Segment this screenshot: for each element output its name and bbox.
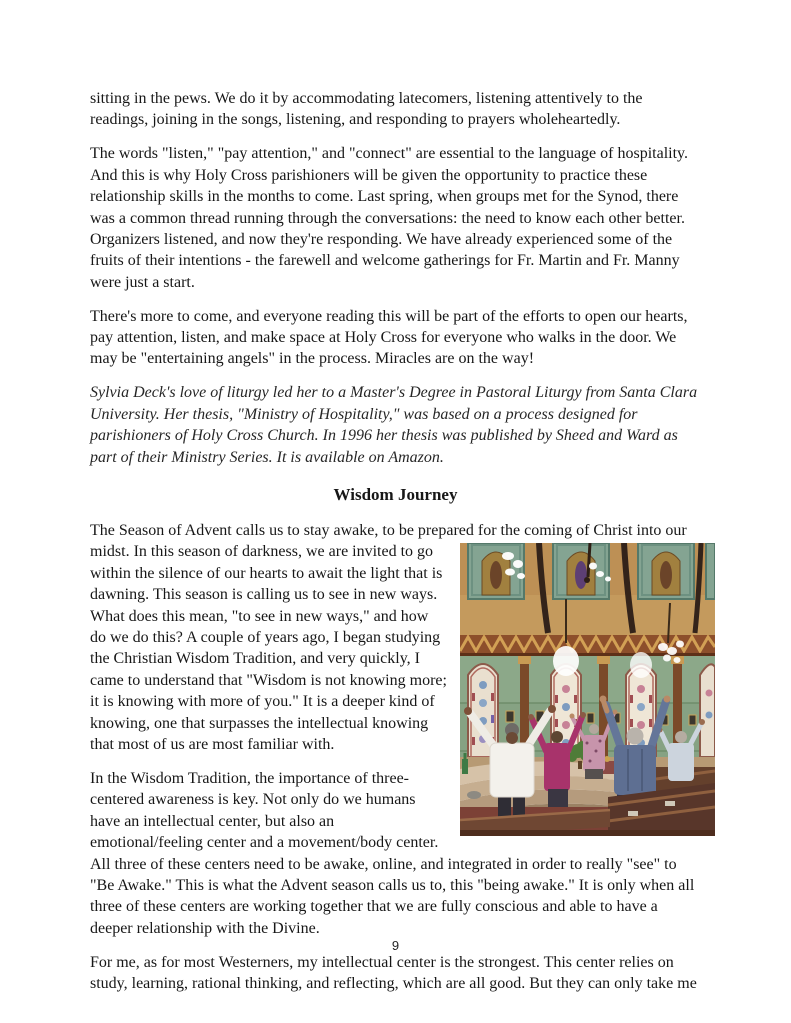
section-heading-wisdom-journey: Wisdom Journey: [333, 485, 458, 504]
paragraph-for-me: For me, as for most Westerners, my intellectual center is the strongest. This center relies on study, learning, rational thinking, and reflecting, which are all good. But they can only take me: [90, 953, 697, 993]
wisdom-journey-photo: [460, 543, 715, 836]
paragraph-wisdom-tradition: In the Wisdom Tradition, the importance of three-centered awareness is key. Not only do we humans have an intellectual center, but also an emotional/feeling center and a movement/body center. All three of these centers need to be awake, online, and integrated in order to really "see" to "Be Awake." This is what the Advent season calls us to, this "being awake." It is only when all three of these centers are working together that we are fully conscious and able to have a deeper relationship with the Divine.: [90, 769, 695, 937]
paragraph-advent: [90, 520, 701, 755]
paragraph-pews: sitting in the pews. We do it by accommodating latecomers, listening attentively to the readings, joining in the songs, listening, and responding to prayers wholeheartedly.: [90, 90, 643, 129]
page-number: 9: [391, 938, 400, 953]
advent-line-1: The Season of Advent calls us to stay awake, to be prepared for the coming of Christ into our: [90, 522, 687, 539]
paragraph-more: There's more to come, and everyone reading this will be part of the efforts to open our hearts, pay attention, listen, and make space at Holy Cross for everyone who walks in the door. We may be "entertaining angels" in the process. Miracles are on the way!: [90, 307, 688, 368]
advent-continuation: midst. In this season of darkness, we are invited to go within the silence of our hearts to await the light that is dawning. This season is calling us to see in new ways. What does this mean, "to see in new ways," and how do we do this? A couple of years ago, I began studying the Christian Wisdom Tradition, and very quickly, I came to understand that "Wisdom is not knowing more; it is knowing with more of you." It is a deeper kind of knowing, one that surpasses the intellectual knowing that most of us are most familiar with.: [90, 543, 447, 754]
paragraph-author-bio: Sylvia Deck's love of liturgy led her to a Master's Degree in Pastoral Liturgy from Santa Clara University. Her thesis, "Ministry of Hospitality," was based on a process designed for parishioners of Holy Cross Church. In 1996 her thesis was published by Sheed and Ward as part of their Ministry Series. It is available on Amazon.: [90, 384, 698, 466]
paragraph-words: The words "listen," "pay attention," and "connect" are essential to the language of hospitality. And this is why Holy Cross parishioners will be given the opportunity to practice these relationship skills in the months to come. Last spring, when groups met for the Synod, there was a common thread running through the conversations: the need to know each other better. Organizers listened, and now they're responding. We have already experienced some of the fruits of their intentions - the farewell and welcome gatherings for Fr. Martin and Fr. Manny were just a start.: [90, 145, 688, 291]
document-body: [90, 88, 701, 995]
